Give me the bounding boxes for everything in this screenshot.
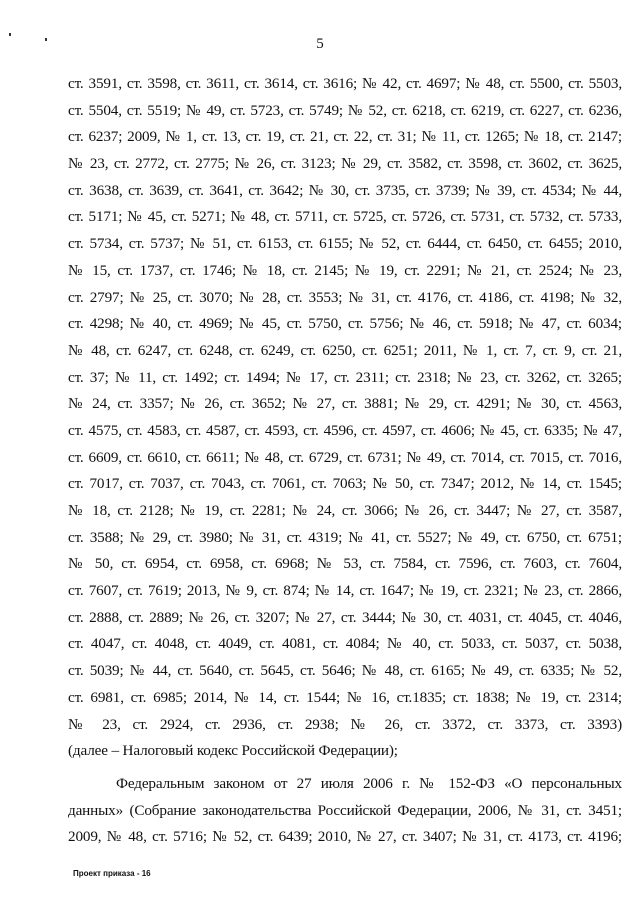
paragraph-federal-law [68, 771, 622, 851]
text-line: ст. 3588; № 29, ст. 3980; № 31, ст. 4319; № 41, ст. 5527; № 49, ст. 6750, ст. 6751; [68, 528, 622, 546]
text-line: ст. 5734, ст. 5737; № 51, ст. 6153, ст. 6155; № 52, ст. 6444, ст. 6450, ст. 6455; 2010, [68, 235, 622, 253]
text-line: (далее – Налоговый кодекс Российской Федерации); [68, 742, 398, 760]
document-body [68, 71, 622, 851]
scan-speck [45, 38, 47, 41]
text-line: № 18, ст. 2128; № 19, ст. 2281; № 24, ст. 3066; № 26, ст. 3447; № 27, ст. 3587, [68, 502, 622, 519]
text-line: Федеральным законом от 27 июля 2006 г. № 152-ФЗ «О персональных [116, 774, 622, 792]
text-line: ст. 3591, ст. 3598, ст. 3611, ст. 3614, ст. 3616; № 42, ст. 4697; № 48, ст. 5500, ст. 5503, [68, 75, 622, 92]
text-line: ст. 6609, ст. 6610, ст. 6611; № 48, ст. 6729, ст. 6731; № 49, ст. 7014, ст. 7015, ст. 7016, [68, 448, 622, 466]
text-line: ст. 7017, ст. 7037, ст. 7043, ст. 7061, ст. 7063; № 50, ст. 7347; 2012, № 14, ст. 1545; [68, 475, 622, 493]
text-line: № 23, ст. 2924, ст. 2936, ст. 2938; № 26, ст. 3372, ст. 3373, ст. 3393) [68, 715, 622, 733]
text-line: ст. 4298; № 40, ст. 4969; № 45, ст. 5750, ст. 5756; № 46, ст. 5918; № 47, ст. 6034; [68, 315, 622, 333]
text-line: ст. 3638, ст. 3639, ст. 3641, ст. 3642; № 30, ст. 3735, ст. 3739; № 39, ст. 4534; № 44, [68, 181, 622, 199]
page-number: 5 [316, 36, 324, 52]
text-line: ст. 4047, ст. 4048, ст. 4049, ст. 4081, ст. 4084; № 40, ст. 5033, ст. 5037, ст. 5038, [68, 635, 622, 653]
text-line: 2009, № 48, ст. 5716; № 52, ст. 6439; 2010, № 27, ст. 3407; № 31, ст. 4173, ст. 4196; [68, 828, 622, 846]
text-line: № 23, ст. 2772, ст. 2775; № 26, ст. 3123; № 29, ст. 3582, ст. 3598, ст. 3602, ст. 3625, [68, 155, 622, 173]
footer-doc-label: Проект приказа - 16 [73, 869, 151, 878]
text-line: ст. 6981, ст. 6985; 2014, № 14, ст. 1544; № 16, ст.1835; ст. 1838; № 19, ст. 2314; [68, 688, 622, 706]
text-line: № 48, ст. 6247, ст. 6248, ст. 6249, ст. 6250, ст. 6251; 2011, № 1, ст. 7, ст. 9, ст. 21, [68, 341, 622, 359]
text-line: ст. 5171; № 45, ст. 5271; № 48, ст. 5711, ст. 5725, ст. 5726, ст. 5731, ст. 5732, ст. 5733, [68, 208, 622, 226]
text-line: ст. 5039; № 44, ст. 5640, ст. 5645, ст. 5646; № 48, ст. 6165; № 49, ст. 6335; № 52, [68, 662, 622, 680]
paragraph-citations [68, 71, 622, 765]
text-line: № 24, ст. 3357; № 26, ст. 3652; № 27, ст. 3881; № 29, ст. 4291; № 30, ст. 4563, [68, 395, 622, 413]
text-line: ст. 2797; № 25, ст. 3070; № 28, ст. 3553; № 31, ст. 4176, ст. 4186, ст. 4198; № 32, [68, 288, 622, 306]
text-line: ст. 37; № 11, ст. 1492; ст. 1494; № 17, ст. 2311; ст. 2318; № 23, ст. 3262, ст. 3265; [68, 368, 622, 386]
text-line: данных» (Собрание законодательства Российской Федерации, 2006, № 31, ст. 3451; [68, 801, 622, 819]
text-line: № 50, ст. 6954, ст. 6958, ст. 6968; № 53, ст. 7584, ст. 7596, ст. 7603, ст. 7604, [68, 555, 622, 573]
scan-speck [9, 33, 11, 36]
text-line: № 15, ст. 1737, ст. 1746; № 18, ст. 2145; № 19, ст. 2291; № 21, ст. 2524; № 23, [68, 261, 622, 279]
text-line: ст. 6237; 2009, № 1, ст. 13, ст. 19, ст. 21, ст. 22, ст. 31; № 11, ст. 1265; № 18, ст. 2147; [68, 128, 622, 146]
text-line: ст. 2888, ст. 2889; № 26, ст. 3207; № 27, ст. 3444; № 30, ст. 4031, ст. 4045, ст. 4046, [68, 608, 622, 626]
text-line: ст. 5504, ст. 5519; № 49, ст. 5723, ст. 5749; № 52, ст. 6218, ст. 6219, ст. 6227, ст. 6236, [68, 101, 622, 119]
text-line: ст. 4575, ст. 4583, ст. 4587, ст. 4593, ст. 4596, ст. 4597, ст. 4606; № 45, ст. 6335; № 47, [68, 421, 622, 439]
text-line: ст. 7607, ст. 7619; 2013, № 9, ст. 874; № 14, ст. 1647; № 19, ст. 2321; № 23, ст. 2866, [68, 582, 622, 600]
